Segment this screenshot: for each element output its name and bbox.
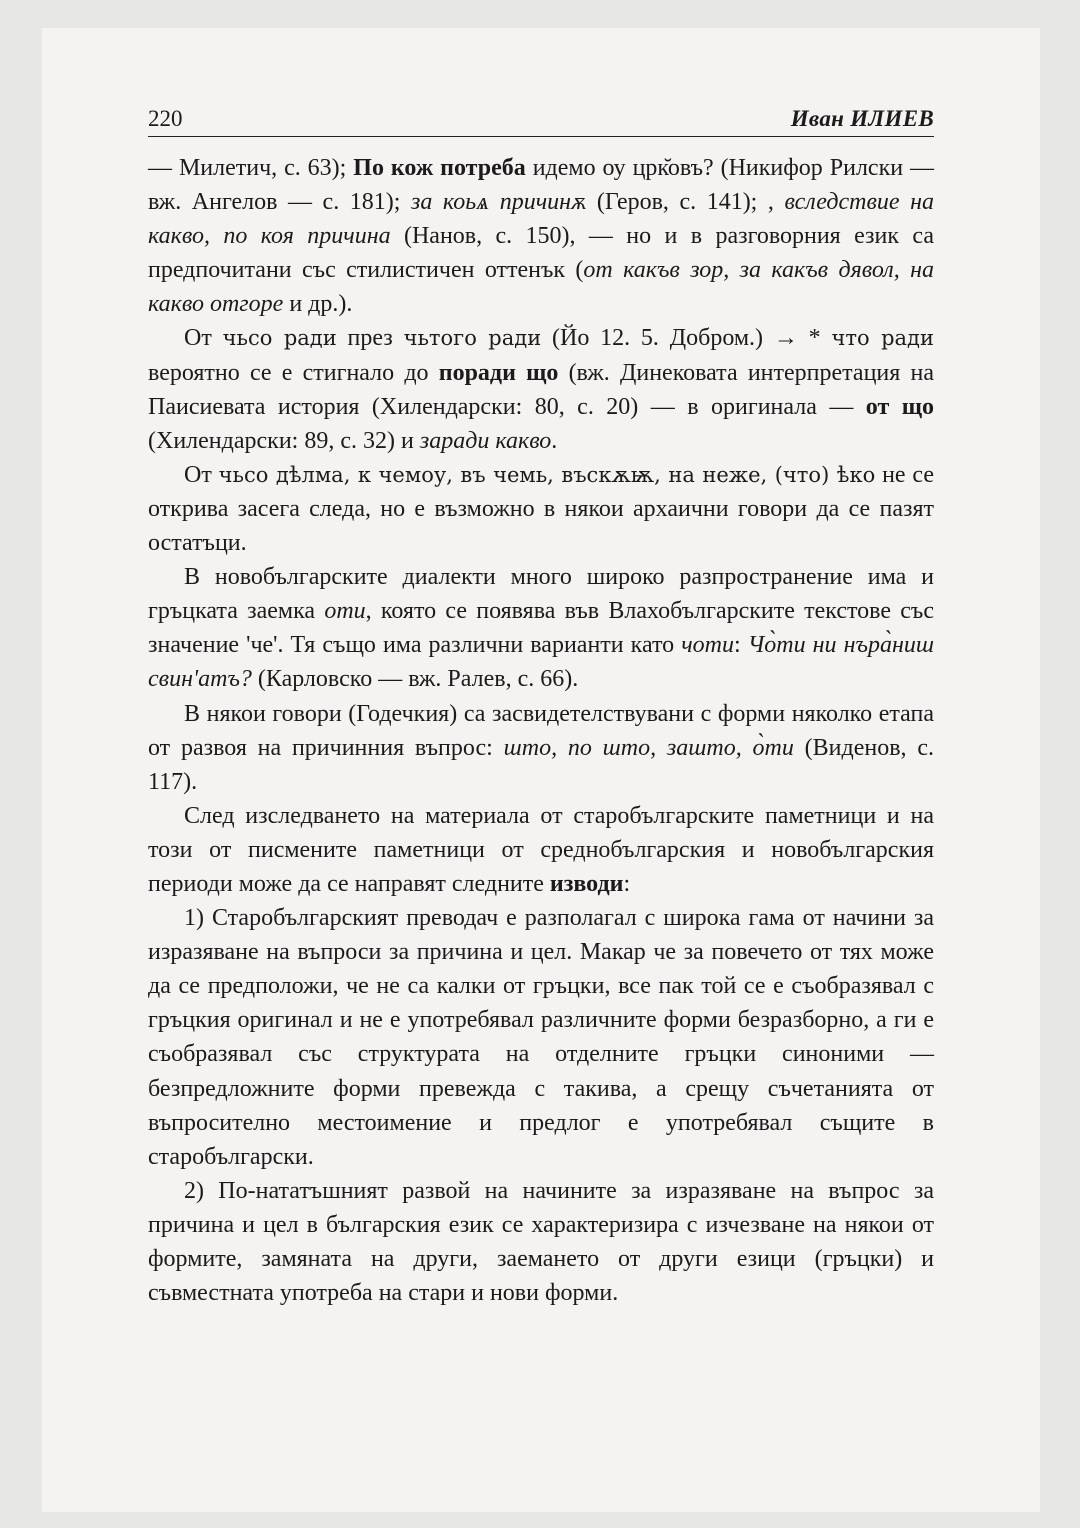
text-run: вероятно се е стигнало до: [148, 359, 439, 386]
text-run: От: [184, 461, 219, 488]
bold-term: По кож потреба: [353, 155, 526, 181]
text-run: идемо оу црк̆овъ? (Никифор Рилски — вж. Ангелов — с. 181);: [148, 155, 935, 216]
italic-term: чоти: [681, 632, 735, 659]
text-run: не се открива засега следа, но е възможно в някои архаични говори да се пазят остатъци.: [148, 461, 935, 557]
old-slavonic-term: что ради: [831, 326, 934, 351]
italic-term: от какъв зор, за какъв дявол, на какво отгоре: [148, 257, 935, 318]
book-page: [42, 28, 1040, 1512]
text-run: От: [184, 325, 223, 352]
italic-term: за коьѧ причинѫ: [411, 189, 587, 216]
text-run: .: [551, 427, 558, 454]
italic-term: Чо̀ти ни нъра̀ниш свин'атъ?: [148, 632, 934, 693]
text-run: и др.).: [283, 291, 353, 318]
page-number: 220: [148, 106, 183, 131]
text-run: (Виденов, с. 117).: [148, 734, 934, 795]
text-run: (Нанов, с. 150), — но и в разговорния език са предпочитани със стилистичен оттенък (: [148, 223, 935, 284]
bold-term: поради що: [438, 359, 559, 386]
text-run: :: [623, 870, 631, 897]
text-run: (Хилендарски: 89, с. 32) и: [148, 427, 420, 454]
paragraph-5: [148, 697, 934, 799]
italic-term: вследствие на какво, по коя причина: [148, 189, 934, 250]
running-head-author: Иван ИЛИЕВ: [790, 106, 934, 131]
page-header: [148, 102, 934, 137]
text-run: , която се появява във Влахобългарските текстове със значение 'че'. Тя също има различни варианти като: [148, 598, 934, 659]
old-slavonic-term: чьсо ради: [222, 326, 337, 351]
paragraph-6: [148, 799, 934, 901]
paragraph-4: [148, 560, 934, 696]
paragraph-3: [148, 458, 934, 560]
old-slavonic-term: чьтого ради: [403, 326, 542, 351]
bold-term: изводи: [549, 870, 624, 897]
italic-term: оти: [324, 598, 366, 625]
conclusion-2: 2) По-нататъшният развой на начините за изразяване на въпрос за причина и цел в българския език се характеризира с изчезване на някои от формите, замяната на други, заемането от други езици (гръцки) и съвместната употреба на стари и нови форми.: [148, 1177, 934, 1307]
paragraph-1: [148, 151, 934, 321]
italic-term: што, по што, зашто, о̀ти: [503, 734, 794, 761]
paragraph-2: [148, 321, 934, 457]
text-run: през: [336, 325, 404, 352]
text-run: (Карловско — вж. Ралев, с. 66).: [251, 666, 579, 693]
text-run: :: [734, 632, 748, 659]
old-slavonic-term: чьсо дѣлма, к чемоу, въ чемь, въскѫѭ, на неже, (что) ѣко: [218, 462, 876, 487]
conclusion-1: 1) Старобългарският преводач е разполагал с широка гама от начини за изразяване на въпроси за причина и цел. Макар че за повечето от тях може да се предположи, че не са калки от гръцки, все пак той се е съобразявал с гръцкия оригинал и не е употребявал различните форми безразборно, а ги е съобразявал със структурата на отделните гръцки синоними — безпредложните форми превежда с такива, а срещу съчетанията от въпросително местоимение и предлог е употребявал същите в старобългарски.: [148, 905, 934, 1170]
text-run: (Геров, с. 141); ,: [586, 189, 785, 216]
text-run: — Милетич, с. 63);: [148, 155, 354, 181]
text-run: След изследването на материала от старобългарските паметници и на този от писмените паметници от среднобългарския и новобългарския периоди може да се направят следните: [148, 802, 934, 897]
italic-term: заради какво: [419, 427, 552, 454]
body-text: [148, 151, 934, 1310]
bold-term: от що: [865, 393, 934, 420]
text-run: (вж. Динековата интерпретация на Паисиевата история (Хилендарски: 80, с. 20) — в оригинала —: [148, 359, 934, 420]
text-run: В някои говори (Годечкия) са засвидетелствувани с форми няколко етапа от развоя на причинния въпрос:: [148, 700, 934, 761]
text-run: (Йо 12. 5. Добром.) → *: [541, 325, 832, 352]
text-run: В новобългарските диалекти много широко разпространение има и гръцката заемка: [148, 564, 934, 625]
